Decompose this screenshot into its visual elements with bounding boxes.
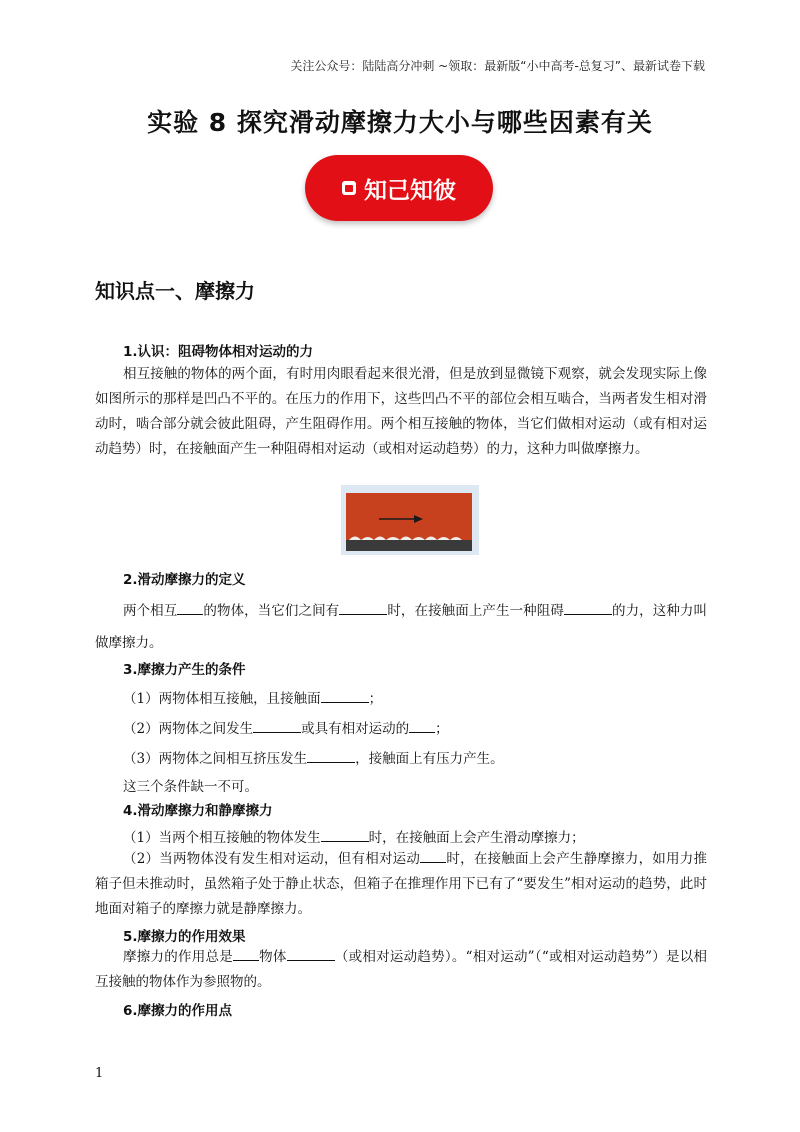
- sliding-text-end: 时，在接触面上会产生滑动摩擦力；: [368, 830, 585, 846]
- condition-2: [123, 717, 449, 737]
- heading-effect: 5.摩擦力的作用效果: [123, 929, 246, 945]
- condition-1-text: （1）两物体相互接触，且接触面: [123, 691, 321, 707]
- definition-text-3: 时，在接触面上产生一种阻碍: [387, 603, 564, 619]
- static-friction-paragraph: [95, 847, 707, 922]
- ground-surface: [346, 540, 472, 551]
- definition-text-4: 的力，这种力叫做摩擦力。: [95, 603, 708, 651]
- section-heading: 知识点一、摩擦力: [95, 279, 255, 303]
- effect-text-2: 物体: [258, 949, 287, 965]
- static-text: （2）当两物体没有发生相对运动，但有相对运动: [123, 851, 421, 867]
- section-badge: [305, 155, 493, 221]
- answer-blank[interactable]: [233, 946, 259, 961]
- sliding-block: [346, 493, 472, 540]
- definition-text-2: 的物体，当它们之间有: [203, 603, 340, 619]
- sliding-text: （1）当两个相互接触的物体发生: [123, 830, 321, 846]
- answer-blank[interactable]: [321, 827, 369, 842]
- answer-blank[interactable]: [420, 848, 446, 863]
- heading-definition: 2.滑动摩擦力的定义: [123, 572, 246, 588]
- heading-conditions: 3.摩擦力产生的条件: [123, 662, 246, 678]
- document-title: 实验 8 探究滑动摩擦力大小与哪些因素有关: [147, 108, 653, 137]
- header-note: 关注公众号：陆陆高分冲刺 ~领取：最新版“小中高考-总复习”、最新试卷下载: [290, 59, 705, 73]
- definition-text-1: 两个相互: [123, 603, 178, 619]
- effect-paragraph: [95, 945, 707, 995]
- answer-blank[interactable]: [321, 688, 369, 703]
- condition-2-end: ；: [435, 721, 449, 737]
- condition-3-text: （3）两物体之间相互挤压发生: [123, 751, 308, 767]
- answer-blank[interactable]: [339, 600, 387, 615]
- page-number: 1: [95, 1066, 104, 1081]
- effect-text-3: （或相对运动趋势）。“相对运动”（“或相对运动趋势”）是以相互接触的物体作为参照物的。: [95, 949, 708, 990]
- heading-point: 6.摩擦力的作用点: [123, 1003, 233, 1019]
- static-text-end: 时，在接触面上会产生静摩擦力，如用力推箱子但未推动时，虽然箱子处于静止状态，但箱子在推理作用下已有了“要发生”相对运动的趋势，此时地面对箱子的摩擦力就是静摩擦力。: [95, 851, 707, 917]
- home-icon: [342, 181, 356, 195]
- heading-sliding-static: 4.滑动摩擦力和静摩擦力: [123, 803, 273, 819]
- answer-blank[interactable]: [564, 600, 612, 615]
- answer-blank[interactable]: [253, 718, 301, 733]
- condition-2-text: （2）两物体之间发生: [123, 721, 254, 737]
- answer-blank[interactable]: [409, 718, 435, 733]
- answer-blank[interactable]: [177, 600, 203, 615]
- condition-2-mid: 或具有相对运动的: [301, 721, 410, 737]
- badge-label: 知己知彼: [364, 177, 456, 204]
- heading-recognize: 1.认识：阻碍物体相对运动的力: [123, 344, 314, 360]
- condition-1-end: ；: [368, 691, 383, 707]
- answer-blank[interactable]: [287, 946, 335, 961]
- condition-3-end: ，接触面上有压力产生。: [355, 751, 504, 767]
- condition-3: [123, 747, 504, 767]
- paragraph-definition: [95, 595, 707, 659]
- conditions-note: 这三个条件缺一不可。: [123, 779, 258, 795]
- condition-1: [123, 687, 382, 707]
- friction-diagram: [341, 485, 479, 555]
- effect-text-1: 摩擦力的作用总是: [123, 949, 233, 965]
- sliding-friction-line: [123, 826, 585, 846]
- friction-surface-figure: [341, 485, 479, 555]
- answer-blank[interactable]: [307, 748, 355, 763]
- paragraph-recognize: 相互接触的物体的两个面，有时用肉眼看起来很光滑，但是放到显微镜下观察，就会发现实际上像如图所示的那样是凹凸不平的。在压力的作用下，这些凹凸不平的部位会相互啮合，当两者发生相对滑动时，啮合部分就会彼此阻碍，产生阻碍作用。两个相互接触的物体，当它们做相对运动（或有相对运动趋势）时，在接触面产生一种阻碍相对运动（或相对运动趋势）的力，这种力叫做摩擦力。: [95, 366, 707, 457]
